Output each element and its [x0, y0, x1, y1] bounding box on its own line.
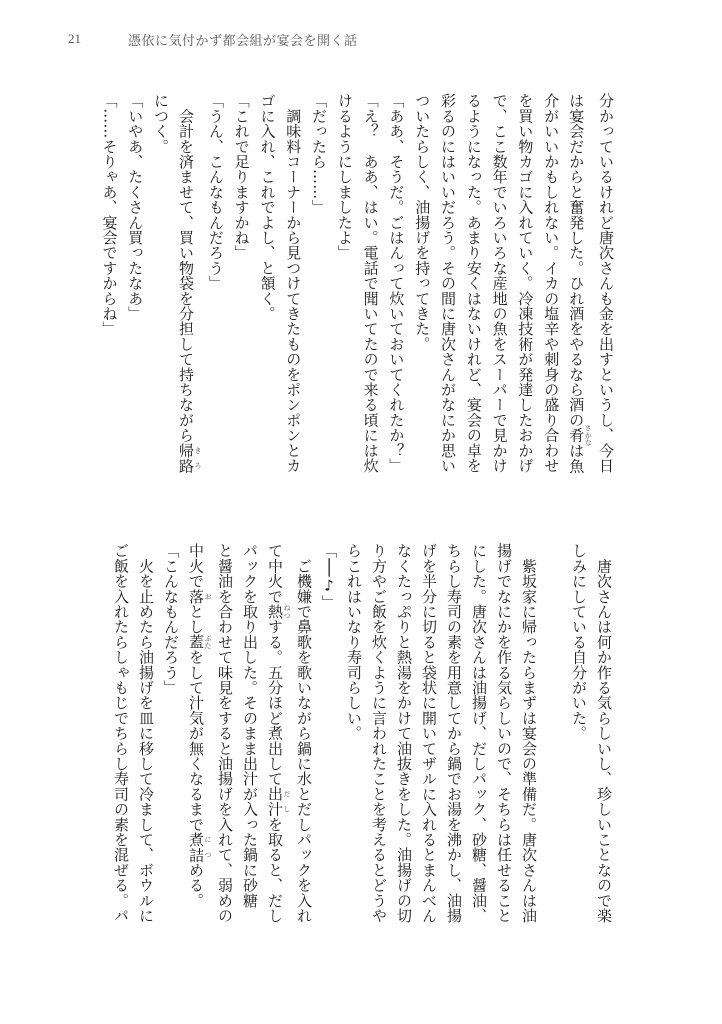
text-segment: 「……そりゃあ、宴会ですからね」 — [100, 93, 119, 337]
text-column — [541, 543, 566, 935]
text-segment: 「だったら……」 — [310, 93, 329, 215]
text-column — [416, 543, 441, 935]
ruby-word — [266, 603, 291, 620]
text-column — [158, 543, 183, 935]
text-segment: につく。 — [152, 93, 171, 154]
text-segment: パックを取り出した。そのまま出汁が入った鍋に砂糖 — [241, 543, 259, 908]
text-column — [341, 543, 366, 935]
text-column — [537, 93, 563, 485]
ruby-base: 肴 — [567, 424, 586, 447]
text-segment: を買い物カゴに入れていく。冷凍技術が発達したおかげ — [516, 93, 535, 473]
ruby-reading: さかな — [584, 424, 593, 447]
text-column — [591, 543, 616, 935]
running-title: 憑依に気付かず都会組が宴会を開く話 — [128, 34, 358, 49]
ruby-word — [187, 634, 212, 650]
ruby-reading: だし — [283, 786, 291, 817]
text-column — [121, 93, 147, 485]
text-segment: は宴会だからと奮発した。ひれ酒をやるなら酒の — [567, 93, 586, 428]
text-segment: 会計を済ませて、買い物袋を分担して持ちながら — [177, 93, 196, 443]
text-segment: にした。唐次さんは油揚げ、だしパック、砂糖、醤油、 — [470, 543, 488, 923]
text-column — [516, 543, 541, 935]
text-column — [202, 93, 228, 485]
text-column — [173, 93, 202, 485]
text-segment: で、ここ数年でいろいろな産地の魚をスーパーで見かけ — [490, 93, 509, 473]
text-column — [566, 543, 591, 935]
text-segment: り方やご飯を炊くように言われたことを考えるとどうや — [370, 543, 388, 923]
text-segment: 「え？ ああ、はい。電話で聞いてたので来る頃には炊 — [361, 93, 380, 473]
text-column — [441, 543, 466, 935]
text-column — [305, 93, 331, 485]
ruby-reading: ねつ — [283, 603, 291, 619]
text-column — [291, 543, 316, 935]
ruby-base: 熱 — [266, 603, 284, 620]
ruby-word — [567, 424, 593, 447]
text-column — [183, 543, 212, 935]
text-segment: 火を止めたら油揚げを皿に移して冷まして、ボウルに — [137, 543, 155, 923]
ruby-base: 蓋 — [187, 634, 205, 650]
text-segment: ゴに入れ、これでよし、と頷く。 — [258, 93, 277, 321]
text-segment: ついたらしく、油揚げを持ってきた。 — [413, 93, 432, 352]
text-column — [563, 93, 592, 485]
text-column — [228, 93, 254, 485]
ruby-word — [187, 588, 212, 604]
text-column — [466, 543, 491, 935]
text-column — [254, 93, 280, 485]
text-segment: 「うん、こんなもんだろう」 — [206, 93, 225, 291]
text-segment: 「これで足りますかね」 — [232, 93, 251, 261]
text-column — [592, 93, 618, 485]
upper-text-block — [96, 93, 618, 485]
text-segment: 「いやあ、たくさん買ったなあ」 — [126, 93, 145, 321]
ruby-word — [177, 442, 203, 474]
text-segment: るようになった。あまり安くはないけれど、宴会の卓を — [464, 93, 483, 473]
text-segment: しみにしている自分がいた。 — [570, 543, 588, 741]
text-segment: なくたっぷりと熱湯をかけて油抜きをした。油揚げの切 — [395, 543, 413, 923]
text-column — [383, 93, 409, 485]
text-segment: 紫坂家に帰ったらまずは宴会の準備だ。唐次さんは油 — [520, 543, 538, 923]
text-segment: 中火で — [187, 543, 205, 589]
text-segment: けるようにしましたよ」 — [335, 93, 354, 261]
text-column — [212, 543, 237, 935]
text-column — [357, 93, 383, 485]
text-column — [460, 93, 486, 485]
ruby-base: 落 — [187, 588, 205, 604]
text-column — [391, 543, 416, 935]
text-segment: げを半分に切ると袋状に開いてザルに入れるとまんべん — [420, 543, 438, 923]
text-column — [434, 93, 460, 485]
text-column — [366, 543, 391, 935]
text-segment: ちらし寿司の素を用意してから鍋でお湯を沸かし、油揚 — [445, 543, 463, 923]
ruby-reading: につ — [204, 831, 212, 863]
text-column — [262, 543, 291, 935]
text-segment: 分かっているけれど唐次さんも金を出すというし、今日 — [597, 93, 615, 473]
ruby-reading: ぶた — [204, 634, 212, 650]
text-segment: ご飯を入れたらしゃもじでちらし寿司の素を混ぜる。パ — [112, 543, 130, 923]
text-segment: らこれはいなり寿司らしい。 — [345, 543, 363, 741]
text-column — [408, 93, 434, 485]
text-segment: める。 — [187, 862, 205, 908]
text-segment: をして汁気が無くなるまで — [187, 649, 205, 832]
text-column — [512, 93, 538, 485]
text-segment: 「ああ、そうだ。ごはんって炊いておいてくれたか？」 — [387, 93, 406, 473]
text-segment: は魚 — [567, 443, 586, 474]
text-column — [486, 93, 512, 485]
ruby-reading: きろ — [194, 442, 203, 474]
text-segment: 「こんなもんだろう」 — [162, 543, 180, 695]
lower-text-block — [108, 543, 616, 935]
text-segment: ご機嫌で鼻歌を歌いながら鍋に水とだしパックを入れ — [295, 543, 313, 923]
text-segment: を取ると、だし — [266, 816, 284, 924]
text-segment: て中火で — [266, 543, 284, 604]
ruby-word — [266, 786, 291, 817]
text-segment: 「──♪」 — [320, 543, 338, 611]
text-column — [279, 93, 305, 485]
ruby-base: 帰路 — [177, 442, 196, 474]
text-segment: と醤油を合わせて味見をすると油揚げを入れて、弱めの — [216, 543, 234, 923]
text-segment: 調味料コーナーから見つけてきたものをポンポンとカ — [284, 93, 303, 473]
text-column — [491, 543, 516, 935]
text-segment: とし — [187, 603, 205, 635]
text-column — [147, 93, 173, 485]
ruby-base: 煮詰 — [187, 831, 205, 863]
text-segment: 揚げでなにかを作る気らしいので、そちらは任せること — [495, 543, 513, 923]
text-column — [96, 93, 122, 485]
ruby-base: 出汁 — [266, 786, 284, 817]
text-column — [237, 543, 262, 935]
text-segment: 彩るのにはいいだろう。その間に唐次さんがなにか思い — [439, 93, 458, 473]
text-segment: 唐次さんは何か作る気らしいし、珍しいことなので楽 — [595, 543, 613, 923]
text-segment: する。五分ほど煮出して — [266, 619, 284, 787]
text-column — [133, 543, 158, 935]
text-segment: 介がいいかもしれない。イカの塩辛や刺身の盛り合わせ — [542, 93, 561, 473]
text-column — [331, 93, 357, 485]
ruby-word — [187, 831, 212, 863]
ruby-reading: お — [204, 588, 212, 604]
text-column — [316, 543, 341, 935]
page-number: 21 — [68, 31, 81, 46]
text-column — [108, 543, 133, 935]
